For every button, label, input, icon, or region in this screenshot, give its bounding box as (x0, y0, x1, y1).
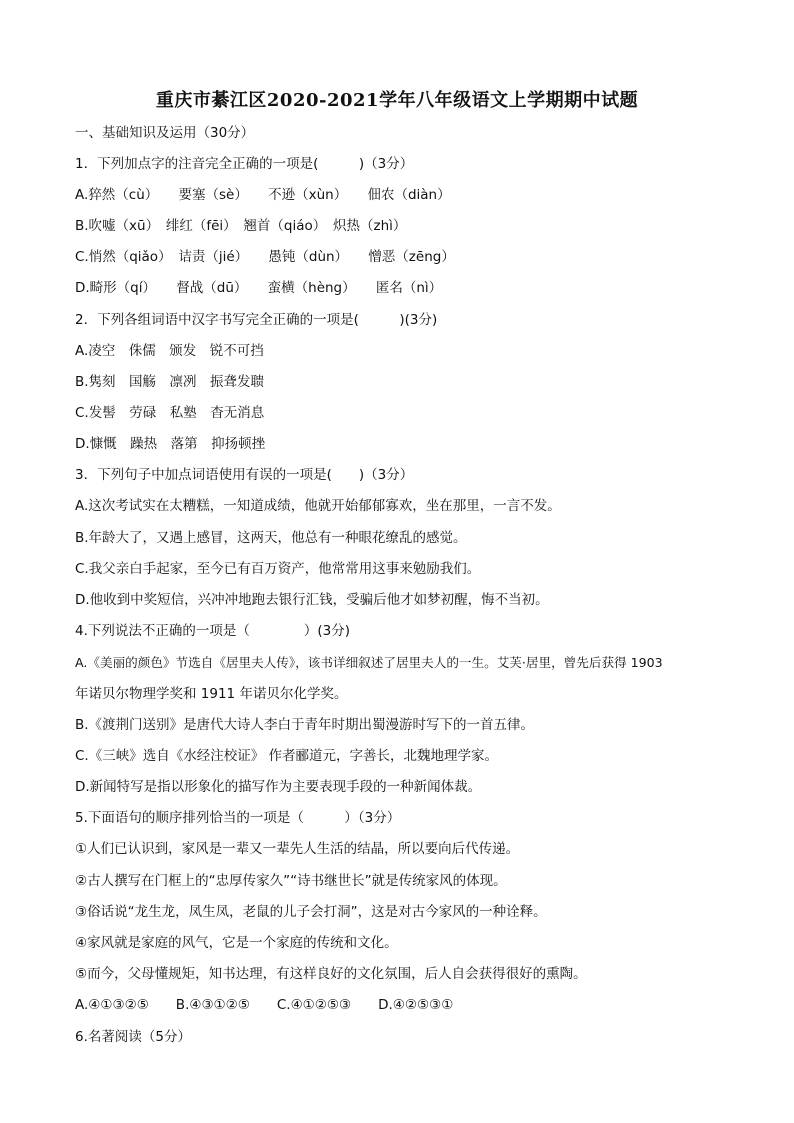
question-3-option-a: A.这次考试实在太糟糕，一知道成绩，他就开始郁郁寡欢，坐在那里，一言不发。 (75, 498, 561, 514)
question-5-sentence-2: ②古人撰写在门框上的“忠厚传家久”“诗书继世长”就是传统家风的体现。 (75, 873, 507, 889)
question-5-options: A.④①③②⑤ B.④③①②⑤ C.④①②⑤③ D.④②⑤③① (75, 997, 454, 1013)
question-2-option-a: A.凌空 侏儒 颁发 锐不可挡 (75, 343, 264, 359)
question-4-stem: 4.下列说法不正确的一项是（ ）(3分) (75, 623, 351, 639)
question-4-option-a: A.《美丽的颜色》节选自《居里夫人传》，该书详细叙述了居里夫人的一生。艾芙·居里，曾先后获得 1903 (75, 655, 663, 670)
question-2-option-d: D.慷慨 躁热 落第 抑扬顿挫 (75, 436, 266, 452)
question-5-stem: 5.下面语句的顺序排列恰当的一项是（ ）（3分） (75, 810, 401, 826)
question-4-option-d: D.新闻特写是指以形象化的描写作为主要表现手段的一种新闻体裁。 (75, 779, 482, 795)
page-title: 重庆市綦江区2020-2021学年八年级语文上学期期中试题 (155, 90, 639, 111)
question-5-sentence-1: ①人们已认识到，家风是一辈又一辈先人生活的结晶，所以要向后代传递。 (75, 841, 520, 857)
question-5-sentence-5: ⑤而今，父母懂规矩，知书达理，有这样良好的文化氛围，后人自会获得很好的熏陶。 (75, 966, 587, 982)
question-2-option-b: B.隽刻 国觞 凛冽 振聋发聩 (75, 374, 265, 390)
question-6-stem: 6.名著阅读（5分） (75, 1029, 191, 1045)
question-3-stem: 3．下列句子中加点词语使用有误的一项是( )（3分） (75, 467, 414, 483)
question-3-option-d: D.他收到中奖短信，兴冲冲地跑去银行汇钱，受骗后他才如梦初醒，悔不当初。 (75, 592, 549, 608)
question-4-option-b: B.《渡荆门送别》是唐代大诗人李白于青年时期出蜀漫游时写下的一首五律。 (75, 717, 535, 733)
question-5-sentence-3: ③俗话说“龙生龙，凤生凤，老鼠的儿子会打洞”，这是对古今家风的一种诠释。 (75, 904, 547, 920)
question-1-option-b: B.吹嘘（xū） 绯红（fēi） 翘首（qiáo） 炽热（zhì） (75, 218, 407, 234)
question-3-option-b: B.年龄大了，又遇上感冒，这两天，他总有一种眼花缭乱的感觉。 (75, 530, 467, 546)
question-3-option-c: C.我父亲白手起家，至今已有百万资产，他常常用这事来勉励我们。 (75, 561, 481, 577)
question-1-option-d: D.畸形（qí） 督战（dū） 蛮横（hèng） 匿名（nì） (75, 280, 443, 296)
question-1-stem: 1．下列加点字的注音完全正确的一项是( )（3分） (75, 156, 414, 172)
section-heading: 一、基础知识及运用（30分） (75, 125, 255, 141)
question-1-option-a: A.猝然（cù） 要塞（sè） 不逊（xùn） 佃农（diàn） (75, 187, 451, 203)
question-5-sentence-4: ④家风就是家庭的风气，它是一个家庭的传统和文化。 (75, 935, 398, 951)
question-4-option-c: C.《三峡》选自《水经注校证》 作者郦道元，字善长，北魏地理学家。 (75, 748, 499, 764)
question-1-option-c: C.悄然（qiǎo） 诘责（jié） 愚钝（dùn） 憎恶（zēng） (75, 249, 455, 265)
question-2-option-c: C.发髻 劳碌 私塾 杳无消息 (75, 405, 265, 421)
question-2-stem: 2．下列各组词语中汉字书写完全正确的一项是( )(3分) (75, 312, 438, 328)
question-4-option-a-continued: 年诺贝尔物理学奖和 1911 年诺贝尔化学奖。 (75, 686, 348, 702)
